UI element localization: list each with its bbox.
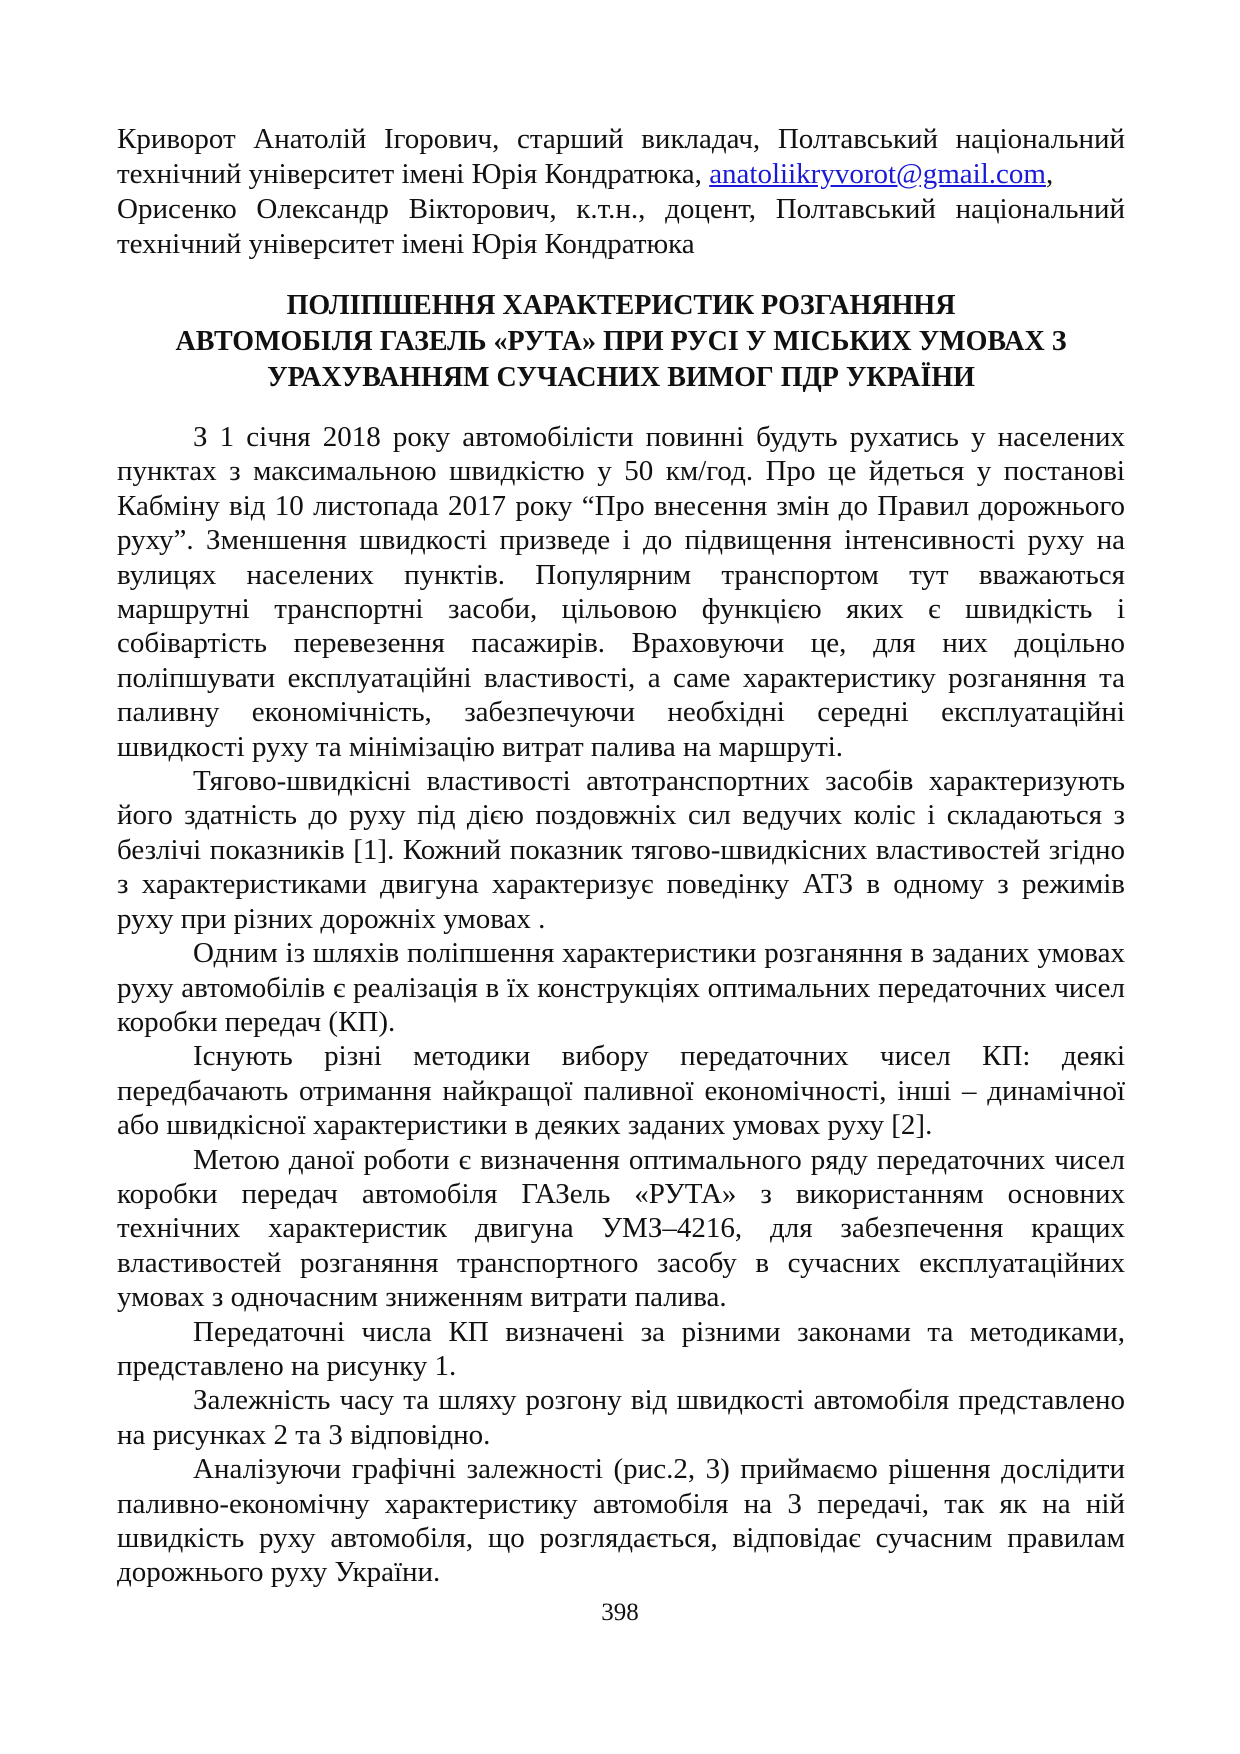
author-1-affiliation: Криворот Анатолій Ігорович, старший викладач, Полтавський національний технічний університет імені Юрія Кондратюка, xyxy=(117,123,1125,190)
title-line-2: АВТОМОБІЛЯ ГАЗЕЛЬ «РУТА» ПРИ РУСІ У МІСЬКИХ УМОВАХ З xyxy=(175,326,1067,357)
paper-title xyxy=(117,288,1125,396)
paragraph-4: Існують різні методики вибору передаточних чисел КП: деякі передбачають отримання найкращої паливної економічності, інші – динамічної або швидкісної характеристики в деяких заданих умовах руху [2]. xyxy=(117,1040,1125,1142)
paragraph-2: Тягово-швидкісні властивості автотранспортних засобів характеризують його здатність до руху під дією поздовжніх сил ведучих коліс і складаються з безлічі показників [1]. Кожний показник тягово-швидкісних властивостей згідно з характеристиками двигуна характеризує поведінку АТЗ в одному з режимів руху при різних дорожніх умовах . xyxy=(117,765,1125,935)
author-email-link[interactable]: anatoliikryvorot@gmail.com xyxy=(709,158,1046,190)
author-1 xyxy=(117,122,1125,192)
paragraph-3: Одним із шляхів поліпшення характеристики розганяння в заданих умовах руху автомобілів є реалізація в їх конструкціях оптимальних передаточних чисел коробки передач (КП). xyxy=(117,937,1125,1038)
paragraph-7: Залежність часу та шляху розгону від швидкості автомобіля представлено на рисунках 2 та 3 відповідно. xyxy=(117,1384,1125,1451)
body-text xyxy=(117,420,1125,1590)
author-2: Орисенко Олександр Вікторович, к.т.н., доцент, Полтавський національний технічний університет імені Юрія Кондратюка xyxy=(117,193,1125,260)
page-number: 398 xyxy=(601,1599,639,1626)
paragraph-1: З 1 січня 2018 року автомобілісти повинні будуть рухатись у населених пунктах з максимальною швидкістю у 50 км/год. Про це йдеться у постанові Кабміну від 10 листопада 2017 року “Про внесення змін до Правил дорожнього руху”. Зменшення швидкості призведе і до підвищення інтенсивності руху на вулицях населених пунктів. Популярним транспортом тут вважаються маршрутні транспортні засоби, цільовою функцією яких є швидкість і собівартість перевезення пасажирів. Враховуючи це, для них доцільно поліпшувати експлуатаційні властивості, а саме характеристику розганяння та паливну економічність, забезпечуючи необхідні середні експлуатаційні швидкості руху та мінімізацію витрат палива на маршруті. xyxy=(117,421,1125,763)
author-1-separator: , xyxy=(1045,158,1054,190)
title-line-1: ПОЛІПШЕННЯ ХАРАКТЕРИСТИК РОЗГАНЯННЯ xyxy=(286,290,956,321)
paragraph-6: Передаточні числа КП визначені за різними законами та методиками, представлено на рисунку 1. xyxy=(117,1315,1125,1382)
author-block xyxy=(117,122,1125,262)
paragraph-8: Аналізуючи графічні залежності (рис.2, 3) приймаємо рішення дослідити паливно-економічну характеристику автомобіля на 3 передачі, так як на ній швидкість руху автомобіля, що розглядається, відповідає сучасним правилам дорожнього руху України. xyxy=(117,1453,1125,1589)
paragraph-5: Метою даної роботи є визначення оптимального ряду передаточних чисел коробки передач автомобіля ГАЗель «РУТА» з використанням основних технічних характеристик двигуна УМЗ–4216, для забезпечення кращих властивостей розганяння транспортного засобу в сучасних експлуатаційних умовах з одночасним зниженням витрати палива. xyxy=(117,1143,1125,1314)
title-line-3: УРАХУВАННЯМ СУЧАСНИХ ВИМОГ ПДР УКРАЇНИ xyxy=(267,362,975,393)
